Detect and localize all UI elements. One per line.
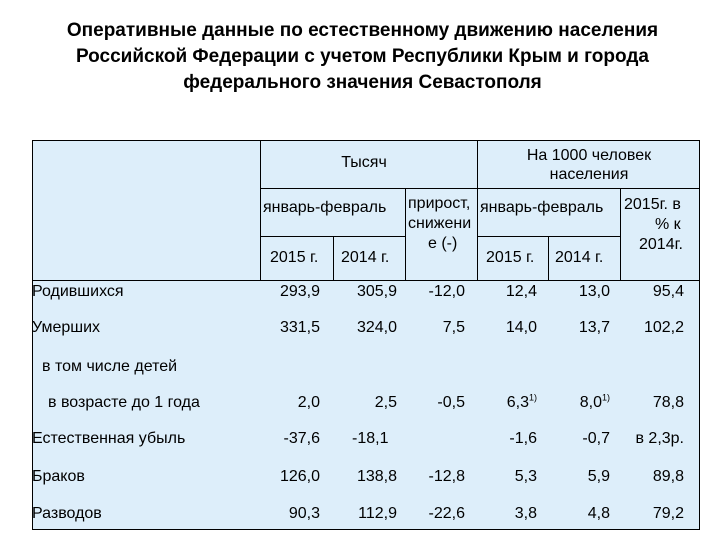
row-label-marriages: Браков — [32, 468, 85, 485]
header-hline-2 — [260, 236, 405, 237]
header-bottom-line — [32, 280, 700, 281]
infant-rate-2015: 6,3 — [506, 394, 529, 411]
marriages-rate-2015: 5,3 — [514, 468, 537, 485]
births-pct: 95,4 — [652, 283, 684, 300]
header-pct-line-2: % к — [655, 216, 681, 233]
row-label-natural-decrease: Естественная убыль — [32, 430, 186, 447]
header-growth-line-3: е (-) — [428, 235, 458, 252]
header-hline-1 — [260, 188, 700, 189]
header-per-1000-line-2: населения — [549, 166, 629, 183]
births-2014: 305,9 — [356, 283, 397, 300]
infant-pct: 78,8 — [652, 394, 684, 411]
divorces-pct: 79,2 — [652, 505, 684, 522]
header-thousands: Тысяч — [341, 154, 387, 171]
births-growth: -12,0 — [428, 283, 465, 300]
divorces-growth: -22,6 — [428, 505, 465, 522]
natural-decrease-2015: -37,6 — [283, 430, 320, 447]
row-label-deaths: Умерших — [32, 319, 101, 336]
deaths-pct: 102,2 — [643, 319, 684, 336]
divorces-2014: 112,9 — [358, 505, 397, 522]
infant-rate-2014-footnote: 1) — [601, 392, 610, 403]
header-growth-line-2: снижени — [408, 215, 472, 232]
table-border-top — [32, 140, 700, 141]
natural-decrease-pct: в 2,3р. — [635, 430, 684, 447]
births-rate-2015: 12,4 — [505, 283, 537, 300]
header-year-2015-a: 2015 г. — [270, 249, 319, 266]
title-line-2: Российской Федерации с учетом Республики Крым и города — [75, 46, 650, 67]
header-year-2014-a: 2014 г. — [341, 249, 390, 266]
header-divider-thousands-left — [260, 140, 261, 280]
marriages-growth: -12,8 — [428, 468, 465, 485]
infant-2015: 2,0 — [297, 394, 320, 411]
infant-rate-2014-cell — [548, 394, 610, 412]
header-divider-year-a — [333, 236, 334, 280]
deaths-rate-2015: 14,0 — [505, 319, 537, 336]
infant-growth: -0,5 — [437, 394, 465, 411]
table-border-bottom — [32, 529, 700, 530]
header-jan-feb-a: январь-февраль — [263, 199, 387, 216]
header-pct-line-1: 2015г. в — [624, 196, 681, 213]
natural-decrease-rate-2015: -1,6 — [509, 430, 537, 447]
deaths-2015: 331,5 — [279, 319, 320, 336]
marriages-rate-2014: 5,9 — [587, 468, 610, 485]
row-label-infant-line-2: в возрасте до 1 года — [48, 394, 200, 411]
infant-rate-2015-footnote: 1) — [528, 392, 537, 403]
header-per-1000-line-1: На 1000 человек — [526, 147, 652, 164]
births-2015: 293,9 — [279, 283, 320, 300]
infant-rate-2014: 8,0 — [579, 394, 602, 411]
deaths-2014: 324,0 — [356, 319, 397, 336]
deaths-rate-2014: 13,7 — [578, 319, 610, 336]
infant-2014: 2,5 — [374, 394, 397, 411]
header-hline-3 — [477, 236, 620, 237]
divorces-2015: 90,3 — [288, 505, 320, 522]
marriages-2014: 138,8 — [356, 468, 397, 485]
row-label-births: Родившихся — [32, 283, 124, 300]
header-jan-feb-b: январь-февраль — [480, 199, 604, 216]
divorces-rate-2015: 3,8 — [514, 505, 537, 522]
table-border-right — [699, 140, 700, 530]
infant-rate-2015-cell — [477, 394, 537, 412]
deaths-growth: 7,5 — [442, 319, 465, 336]
title-line-3: федерального значения Севастополя — [183, 72, 542, 93]
title-line-1: Оперативные данные по естественному движению населения — [66, 20, 659, 41]
population-table — [32, 140, 700, 530]
births-rate-2014: 13,0 — [578, 283, 610, 300]
marriages-2015: 126,0 — [279, 468, 320, 485]
row-label-infant-line-1: в том числе детей — [42, 358, 178, 375]
page-title — [30, 18, 695, 96]
header-year-2014-b: 2014 г. — [555, 249, 604, 266]
divorces-rate-2014: 4,8 — [587, 505, 610, 522]
marriages-pct: 89,8 — [652, 468, 684, 485]
row-label-divorces: Разводов — [32, 505, 102, 522]
natural-decrease-2014: -18,1 — [352, 430, 389, 447]
header-divider-growth — [405, 188, 406, 280]
natural-decrease-rate-2014: -0,7 — [582, 430, 610, 447]
header-pct-line-3: 2014г. — [639, 236, 683, 253]
header-divider-groups — [477, 140, 478, 280]
header-divider-year-b — [548, 236, 549, 280]
header-year-2015-b: 2015 г. — [486, 249, 535, 266]
header-growth-line-1: прирост, — [408, 195, 471, 212]
header-divider-pct — [620, 188, 621, 280]
